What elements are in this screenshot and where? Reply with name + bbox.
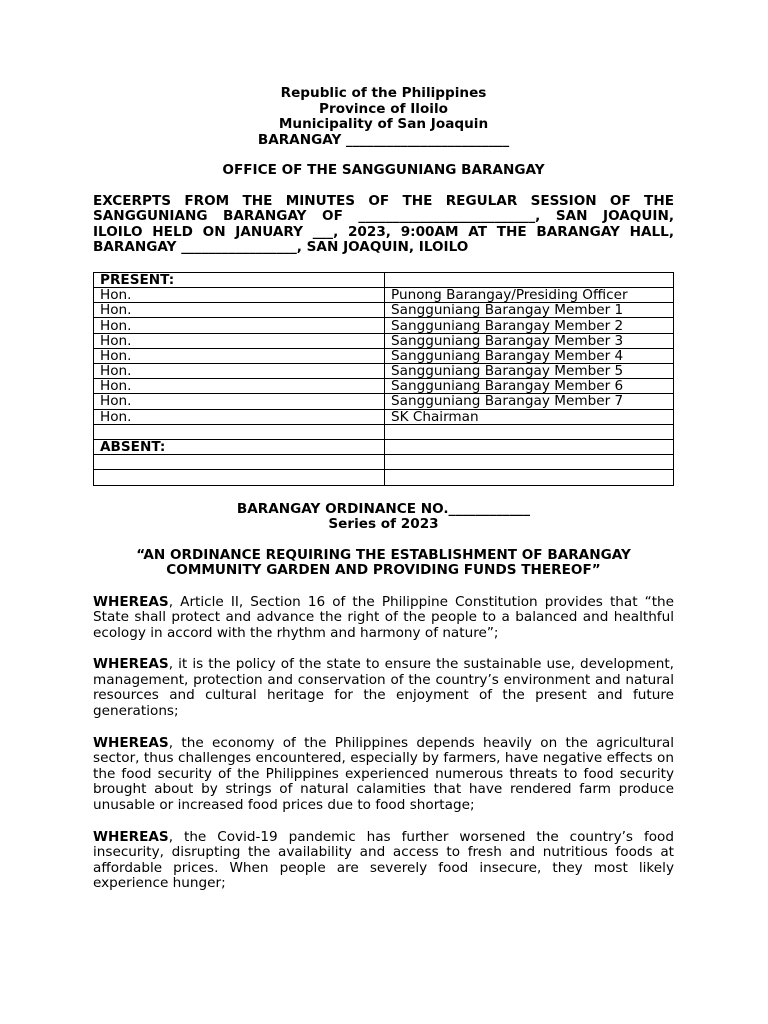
whereas-text: , the economy of the Philippines depends heavily on the agricultural sector, thus challenges encountered, especially by farmers, have negative effects on the food security of the Philippines experienced numerous threats to food security brought about by strings of natural calamities that have rendered farm produce unusable or increased food prices due to food shortage; xyxy=(93,734,674,814)
header-republic: Republic of the Philippines xyxy=(280,85,487,101)
excerpt-paragraph: EXCERPTS FROM THE MINUTES OF THE REGULAR SESSION OF THE SANGGUNIANG BARANGAY OF __________________________, SAN JOAQUIN, ILOILO HELD ON JANUARY ___, 2023, 9:00AM AT THE BARANGAY HALL, BARANGAY _________________, SAN JOAQUIN, ILOILO xyxy=(93,192,674,256)
whereas-clause-1 xyxy=(93,595,674,642)
table-cell xyxy=(385,424,674,439)
whereas-label: WHEREAS xyxy=(93,593,169,610)
table-row xyxy=(94,333,674,348)
table-row xyxy=(94,470,674,485)
ordinance-series: Series of 2023 xyxy=(328,516,439,532)
whereas-label: WHEREAS xyxy=(93,828,169,845)
member-name: Hon. xyxy=(94,303,385,318)
member-position: Sangguniang Barangay Member 5 xyxy=(385,364,674,379)
office-title: OFFICE OF THE SANGGUNIANG BARANGAY xyxy=(222,162,545,178)
member-name: Hon. xyxy=(94,364,385,379)
member-name: Hon. xyxy=(94,288,385,303)
whereas-label: WHEREAS xyxy=(93,734,169,751)
table-row xyxy=(94,318,674,333)
table-row xyxy=(94,409,674,424)
table-row xyxy=(94,439,674,454)
member-name: Hon. xyxy=(94,394,385,409)
header-province: Province of Iloilo xyxy=(319,100,448,117)
member-name: Hon. xyxy=(94,379,385,394)
whereas-text: , Article II, Section 16 of the Philippine Constitution provides that “the State shall protect and advance the right of the people to a balanced and healthful ecology in accord with the rhythm and harmony of nature”; xyxy=(93,593,674,641)
member-position: Sangguniang Barangay Member 1 xyxy=(385,303,674,318)
member-position: SK Chairman xyxy=(385,409,674,424)
member-position: Sangguniang Barangay Member 6 xyxy=(385,379,674,394)
ordinance-title xyxy=(93,548,674,579)
table-cell xyxy=(385,455,674,470)
table-row xyxy=(94,424,674,439)
table-cell xyxy=(94,455,385,470)
ordinance-title-line-2: COMMUNITY GARDEN AND PROVIDING FUNDS THEREOF” xyxy=(166,562,601,578)
whereas-label: WHEREAS xyxy=(93,656,169,673)
table-cell xyxy=(385,439,674,454)
whereas-clause-3 xyxy=(93,736,674,814)
member-name: Hon. xyxy=(94,333,385,348)
member-position: Sangguniang Barangay Member 4 xyxy=(385,348,674,363)
ordinance-number: BARANGAY ORDINANCE NO.____________ xyxy=(236,500,531,517)
table-cell xyxy=(94,424,385,439)
attendance-table xyxy=(93,272,674,486)
document-header xyxy=(93,86,674,148)
table-row xyxy=(94,288,674,303)
whereas-text: , it is the policy of the state to ensure the sustainable use, development, management, protection and conservation of the country’s environment and natural resources and cultural heritage for the enjoyment of the present and future generations; xyxy=(93,656,674,720)
table-row xyxy=(94,303,674,318)
header-municipality: Municipality of San Joaquin xyxy=(278,116,489,132)
member-name: Hon. xyxy=(94,318,385,333)
table-row xyxy=(94,348,674,363)
document-content xyxy=(93,86,674,892)
whereas-clause-4 xyxy=(93,830,674,892)
table-cell xyxy=(94,470,385,485)
member-position: Sangguniang Barangay Member 2 xyxy=(385,318,674,333)
header-barangay: BARANGAY ________________________ xyxy=(257,131,510,148)
table-row xyxy=(94,379,674,394)
member-position: Sangguniang Barangay Member 7 xyxy=(385,394,674,409)
ordinance-heading xyxy=(93,502,674,533)
member-name: Hon. xyxy=(94,409,385,424)
member-position: Sangguniang Barangay Member 3 xyxy=(385,333,674,348)
absent-label: ABSENT: xyxy=(94,439,385,454)
member-name: Hon. xyxy=(94,348,385,363)
table-cell xyxy=(385,272,674,287)
table-row xyxy=(94,394,674,409)
member-position: Punong Barangay/Presiding Officer xyxy=(385,288,674,303)
ordinance-title-line-1: “AN ORDINANCE REQUIRING THE ESTABLISHMENT OF BARANGAY xyxy=(136,546,631,563)
table-row xyxy=(94,364,674,379)
whereas-clause-2 xyxy=(93,657,674,719)
whereas-text: , the Covid-19 pandemic has further worsened the country’s food insecurity, disrupting the availability and access to fresh and nutritious foods at affordable prices. When people are severely food insecure, they most likely experience hunger; xyxy=(93,828,674,892)
present-label: PRESENT: xyxy=(94,272,385,287)
table-row xyxy=(94,272,674,287)
table-row xyxy=(94,455,674,470)
table-cell xyxy=(385,470,674,485)
